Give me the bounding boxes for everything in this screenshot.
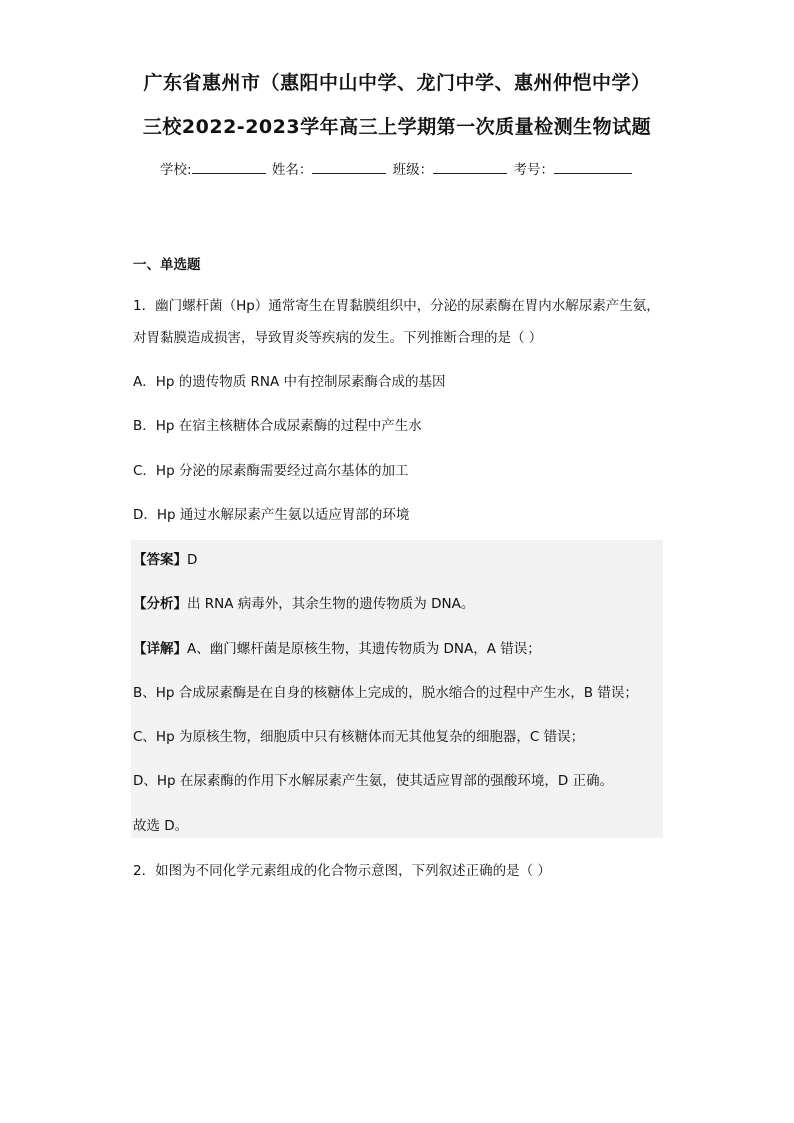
page-title-line-1: 广东省惠州市（惠阳中山中学、龙门中学、惠州仲恺中学） bbox=[143, 72, 651, 94]
q1-detail-line-3: C、Hp 为原核生物，细胞质中只有核糖体而无其他复杂的细胞器，C 错误； bbox=[133, 729, 585, 745]
q1-answer bbox=[133, 548, 197, 568]
analysis-text: 出 RNA 病毒外，其余生物的遗传物质为 DNA。 bbox=[187, 596, 475, 612]
page-title-line-2: 三校2022-2023学年高三上学期第一次质量检测生物试题 bbox=[142, 116, 652, 138]
answer-tag: 【答案】 bbox=[133, 552, 187, 568]
q1-conclusion: 故选 D。 bbox=[133, 818, 189, 834]
class-blank bbox=[433, 161, 507, 174]
q1-option-c: C．Hp 分泌的尿素酶需要经过高尔基体的加工 bbox=[133, 463, 409, 479]
q1-option-a: A．Hp 的遗传物质 RNA 中有控制尿素酶合成的基因 bbox=[133, 374, 446, 390]
q1-analysis bbox=[133, 592, 474, 612]
name-blank bbox=[312, 161, 386, 174]
answer-value: D bbox=[187, 552, 198, 568]
name-label: 姓名： bbox=[271, 162, 313, 178]
exam-number-label: 考号： bbox=[513, 162, 554, 178]
q1-detail-line-2: B、Hp 合成尿素酶是在自身的核糖体上完成的，脱水缩合的过程中产生水，B 错误； bbox=[133, 685, 638, 701]
school-label: 学校: bbox=[160, 162, 192, 178]
detail-tag: 【详解】 bbox=[133, 641, 187, 657]
q1-stem-line-1: 1．幽门螺杆菌（Hp）通常寄生在胃黏膜组织中，分泌的尿素酶在胃内水解尿素产生氨， bbox=[133, 298, 660, 314]
q1-option-d: D．Hp 通过水解尿素产生氨以适应胃部的环境 bbox=[133, 507, 410, 523]
school-blank bbox=[192, 161, 266, 174]
exam-number-blank bbox=[554, 161, 632, 174]
q2-stem: 2．如图为不同化学元素组成的化合物示意图，下列叙述正确的是（ ） bbox=[133, 863, 551, 879]
student-info-row bbox=[0, 158, 794, 178]
q1-detail-line-1 bbox=[133, 637, 541, 657]
analysis-tag: 【分析】 bbox=[133, 596, 187, 612]
detail-text-a: A、幽门螺杆菌是原核生物，其遗传物质为 DNA，A 错误； bbox=[187, 641, 541, 657]
q1-stem-line-2: 对胃黏膜造成损害，导致胃炎等疾病的发生。下列推断合理的是（ ） bbox=[133, 330, 543, 346]
q1-option-b: B．Hp 在宿主核糖体合成尿素酶的过程中产生水 bbox=[133, 418, 422, 434]
q1-detail-line-4: D、Hp 在尿素酶的作用下水解尿素产生氨，使其适应胃部的强酸环境，D 正确。 bbox=[133, 773, 614, 789]
section-heading: 一、单选题 bbox=[133, 257, 201, 273]
class-label: 班级： bbox=[392, 162, 434, 178]
